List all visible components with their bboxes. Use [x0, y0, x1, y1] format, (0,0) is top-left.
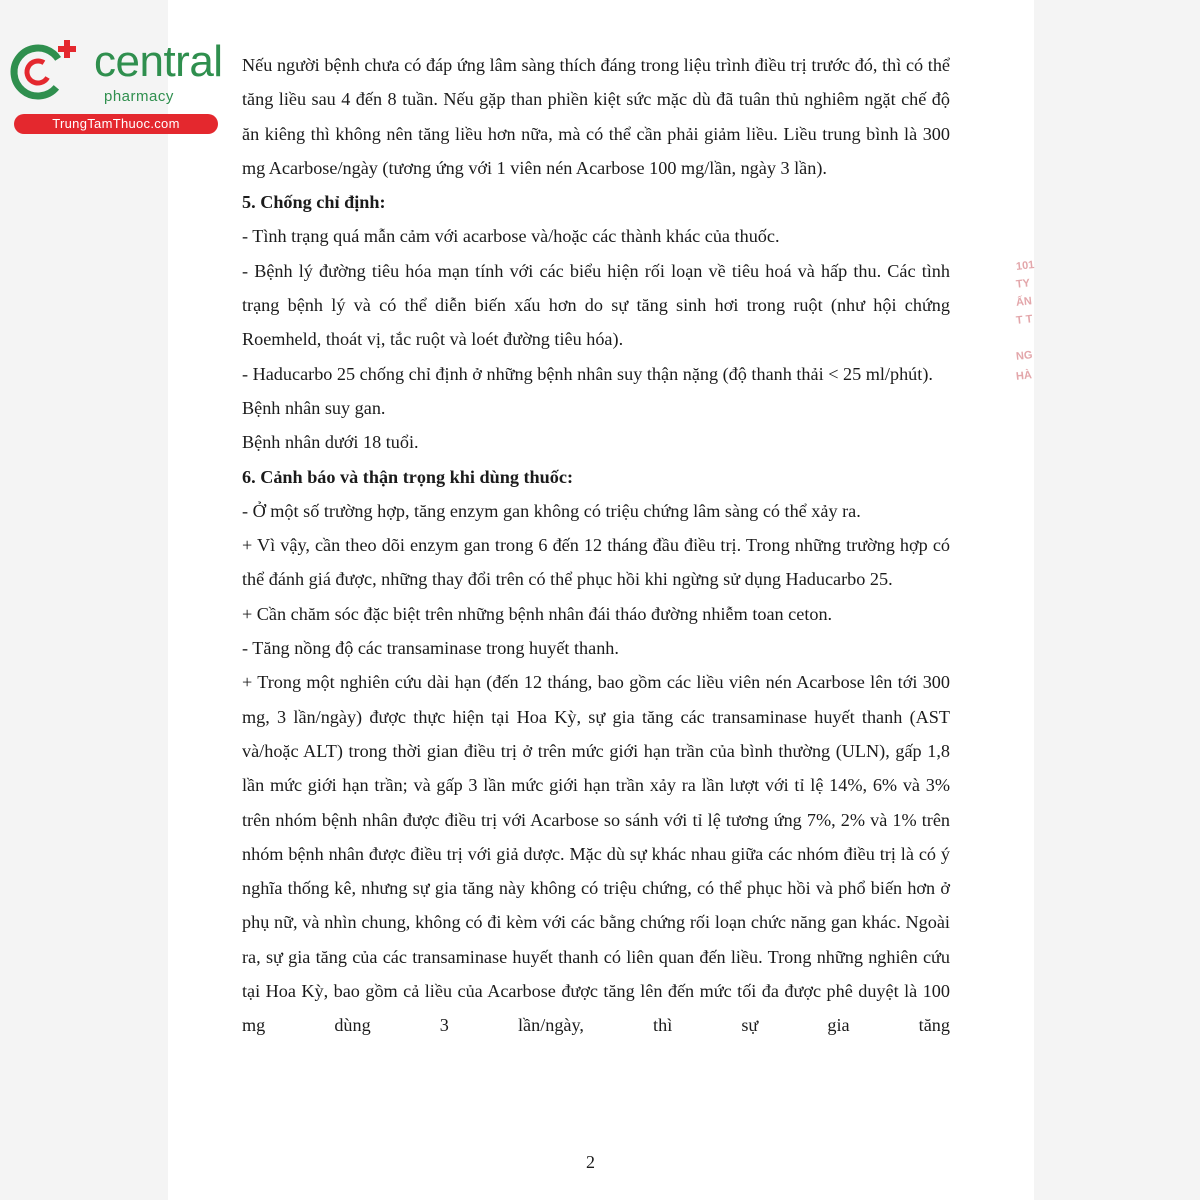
stamp-text: HÀ — [1015, 369, 1033, 383]
brand-site-link[interactable]: TrungTamThuoc.com — [14, 114, 218, 134]
warning-item: - Tăng nồng độ các transaminase trong huyết thanh. — [242, 638, 619, 659]
stamp-text: T T — [1015, 313, 1034, 327]
contraindication-item: - Tình trạng quá mẫn cảm với acarbose và/hoặc các thành khác của thuốc. — [242, 226, 780, 247]
dosage-paragraph: Nếu người bệnh chưa có đáp ứng lâm sàng thích đáng trong liệu trình điều trị trước đó, thì có thể tăng liều sau 4 đến 8 tuần. Nếu gặp than phiền kiệt sức mặc dù đã tuân thủ nghiêm ngặt chế độ ăn kiêng thì không nên tăng liều hơn nữa, mà có thể cần phải giảm liều. Liều trung bình là 300 mg Acarbose/ngày (tương ứng với 1 viên nén Acarbose 100 mg/lần, ngày 3 lần). — [242, 55, 950, 178]
document-body — [242, 48, 950, 1043]
warning-item: + Trong một nghiên cứu dài hạn (đến 12 tháng, bao gồm các liều viên nén Acarbose lên tới 300 mg, 3 lần/ngày) được thực hiện tại Hoa Kỳ, sự gia tăng các transaminase huyết thanh (AST và/hoặc ALT) trong thời gian điều trị ở trên mức giới hạn trần của bình thường (ULN), gấp 1,8 lần mức giới hạn trần; và gấp 3 lần mức giới hạn trần xảy ra lần lượt với tỉ lệ 14%, 6% và 3% trên nhóm bệnh nhân được điều trị với Acarbose so sánh với tỉ lệ tương ứng 7%, 2% và 1% trên nhóm bệnh nhân được điều trị với giả dược. Mặc dù sự khác nhau giữa các nhóm điều trị là có ý nghĩa thống kê, nhưng sự gia tăng này không có triệu chứng, có thể phục hồi và phổ biến hơn ở phụ nữ, và nhìn chung, không có đi kèm với các bằng chứng rối loạn chức năng gan khác. Ngoài ra, sự gia tăng của các transaminase huyết thanh có liên quan đến liều. Trong những nghiên cứu tại Hoa Kỳ, bao gồm cả liều của Acarbose được tăng lên đến mức tối đa được phê duyệt là 100 mg dùng 3 lần/ngày, thì sự gia tăng — [242, 672, 950, 1036]
stamp-text: TY — [1015, 277, 1031, 291]
red-stamp-fragment — [1012, 240, 1042, 410]
brand-tagline: pharmacy — [104, 88, 174, 105]
contraindication-item: Bệnh nhân suy gan. — [242, 397, 386, 418]
section-heading-contraindications: 5. Chống chỉ định: — [242, 192, 386, 213]
warning-item: - Ở một số trường hợp, tăng enzym gan không có triệu chứng lâm sàng có thể xảy ra. — [242, 500, 861, 521]
contraindication-item: - Bệnh lý đường tiêu hóa mạn tính với các biểu hiện rối loạn về tiêu hoá và hấp thu. Các tình trạng bệnh lý và có thể diễn biến xấu hơn do sự tăng sinh hơi trong ruột (như hội chứng Roemheld, thoát vị, tắc ruột và loét đường tiêu hóa). — [242, 260, 950, 350]
section-heading-warnings: 6. Cảnh báo và thận trọng khi dùng thuốc: — [242, 466, 574, 487]
warning-item: + Cần chăm sóc đặc biệt trên những bệnh nhân đái tháo đường nhiễm toan ceton. — [242, 603, 833, 624]
pharmacy-cross-logo-icon — [8, 36, 88, 106]
contraindication-item: - Haducarbo 25 chống chỉ định ở những bệnh nhân suy thận nặng (độ thanh thải < 25 ml/phút). — [242, 363, 933, 384]
stamp-text: 101 — [1015, 259, 1035, 273]
stamp-text: NG — [1015, 349, 1034, 363]
contraindication-item: Bệnh nhân dưới 18 tuổi. — [242, 432, 419, 453]
brand-logo[interactable] — [8, 36, 223, 136]
warning-item: + Vì vậy, cần theo dõi enzym gan trong 6 đến 12 tháng đầu điều trị. Trong những trường hợp có thể đánh giá được, những thay đổi trên có thể phục hồi khi ngừng sử dụng Haducarbo 25. — [242, 535, 950, 590]
brand-name: central — [94, 37, 223, 86]
page-number: 2 — [586, 1152, 595, 1172]
stamp-text: ẤN — [1015, 295, 1033, 309]
